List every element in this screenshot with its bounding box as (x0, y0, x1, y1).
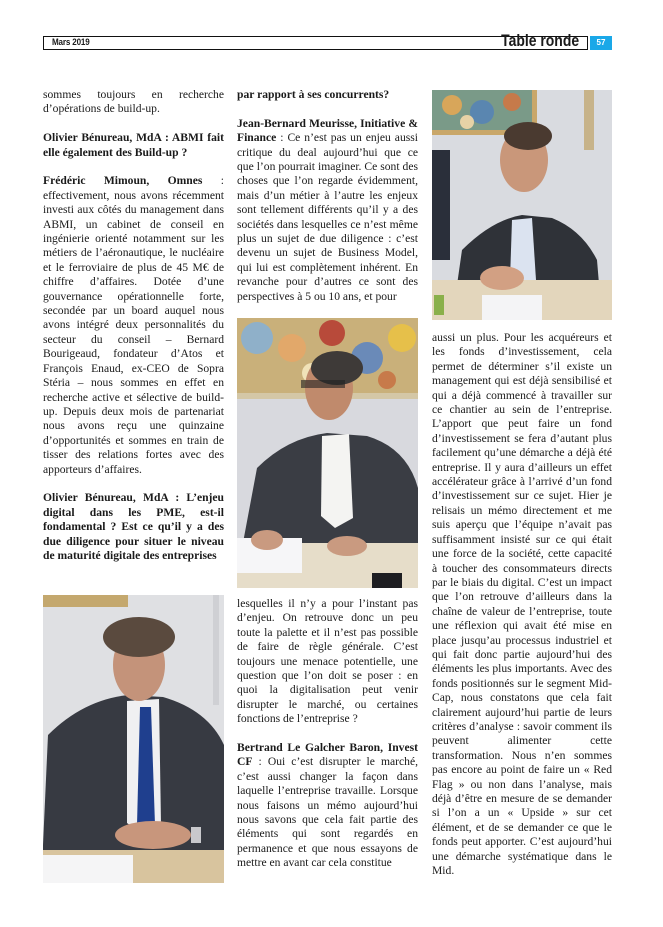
question: Olivier Bénureau, MdA : ABMI fait elle également des Build-up ? (43, 131, 224, 159)
separator: : (202, 174, 224, 188)
answer (237, 741, 418, 871)
paragraph: aussi un plus. Pour les acquéreurs et les fonds d’investissement, cela permet de déterminer s’il existe un management qui est déjà sensibilisé et qui a déjà commencé à travailler sur ce chantier au sein de l’entreprise. L’apport que peut faire un fond d’investissement se fera d’autant plus facilement qu’une démarche a déjà été entreprise. Il y aura d’ailleurs un effet accélérateur grâce à l’arrivé d’un fond d’investissement sur ce sujet. Hier je relisais un mémo directement et me suis aperçu que l’équipe n’avait pas suffisamment insisté sur ce qui était une force de la société, cette capacité à toucher des consommateurs directs par le biais du digital. C’est un impact que l’on retrouve d’ailleurs dans la chaîne de valeur de l’entreprise, toute une réflexion qui avait été mise en place jusqu’au processus industriel et qui fait donc partie aujourd’hui des éléments les plus importants. Avec des fonds positionnés sur le segment Mid-Cap, nous constatons que cela fait clairement aujourd’hui partie de leurs critères d’analyse : savoir comment ils peuvent alimenter cette transformation. Nous n’en sommes pas encore au point de faire un « Red Flag » ou non dans l’analyse, mais déjà d’être en mesure de se demander si l’on a un « Upside » sur cet élément, et de se demander ce que le fonds peut apporter. C’est aujourd’hui une démarche systématique dans le Mid. (432, 331, 612, 878)
portrait-photo-jean-bernard (432, 90, 612, 320)
speaker-name: Jean-Bernard Meurisse, Initiative & Finance (237, 116, 418, 145)
column-3-text (432, 331, 612, 878)
separator: : (252, 755, 268, 769)
column-2-text-bottom (237, 597, 418, 871)
section-title: Table ronde (501, 31, 579, 50)
portrait-photo-man-with-tie (43, 595, 224, 883)
answer (43, 174, 224, 477)
column-2-text-top (237, 88, 418, 304)
answer-text: Ce n’est pas un enjeu aussi critique du deal aujourd’hui que ce que l’on pourrait imaginer. Ce sont des choses que l’on regarde évidemment, mais d’un métier à l’autre les enjeux sont tellement différents qu’il y a des sociétés dans lesquelles ce n’est même plus un sujet de due diligence : c’est devenu un sujet de Business Model, qui lui est complètement inhérent. En revanche pour d’autres ce sont des perspectives à 5 ou 10 ans, et pour (237, 131, 418, 303)
separator: : (276, 131, 288, 145)
page-number-badge: 57 (590, 36, 612, 50)
paragraph: lesquelles il n’y a pour l’instant pas d’enjeu. On retrouve donc un peu toute la palette et il n’est pas possible de faire de règle générale. C’est toujours une menace potentielle, une question que l’on doit se poser : en quoi la digitalisation peut venir disrupter le marché, ou certaines fonctions de l’entreprise ? (237, 597, 418, 726)
question: Olivier Bénureau, MdA : L’enjeu digital dans les PME, est-il fondamental ? Est ce qu’il y a des due diligence pour situer le niveau de maturité digitale des entreprises (43, 491, 224, 562)
answer-text: effectivement, nous avons récemment investi aux côtés du management dans ABMI, un cabinet de conseil en ingénierie orienté notamment sur les métiers de l’aéronautique, le nucléaire et le ferroviaire de plus de 45 M€ de chiffre d’affaires. Dotée d’une gouvernance opérationnelle forte, secondée par un board auquel nous avons intégré deux personnalités du secteur du conseil – Bernard Bourigeaud, fondateur d’Atos et François Enaud, ex-CEO de Sopra Stéria – nous sommes en effet en recherche active et sélective de build-up. Depuis deux mois de partenariat nous avons reçu une quinzaine d’opportunités et sommes en train de tisser des relations fortes avec des apporteurs d’affaires. (43, 188, 224, 476)
answer-text: Oui c’est disrupter le marché, c’est aussi changer la façon dans laquelle l’entreprise travaille. Lorsque nous faisons un mémo aujourd’hui nous savons que cela fait partie des éléments qui sont regardés en permanence et que nous essayons de mettre en avant car cela constitue (237, 755, 418, 870)
portrait-photo-man-with-glasses (237, 318, 418, 588)
issue-date: Mars 2019 (52, 37, 90, 48)
page-header (43, 31, 588, 50)
paragraph: sommes toujours en recherche d’opérations de build-up. (43, 88, 224, 116)
speaker-name: Frédéric Mimoun, Omnes (43, 174, 203, 188)
speaker-name: Bertrand Le Galcher Baron, Invest CF (237, 741, 418, 769)
column-1-text (43, 88, 224, 563)
answer (237, 117, 418, 304)
question-end: par rapport à ses concurrents? (237, 88, 390, 101)
